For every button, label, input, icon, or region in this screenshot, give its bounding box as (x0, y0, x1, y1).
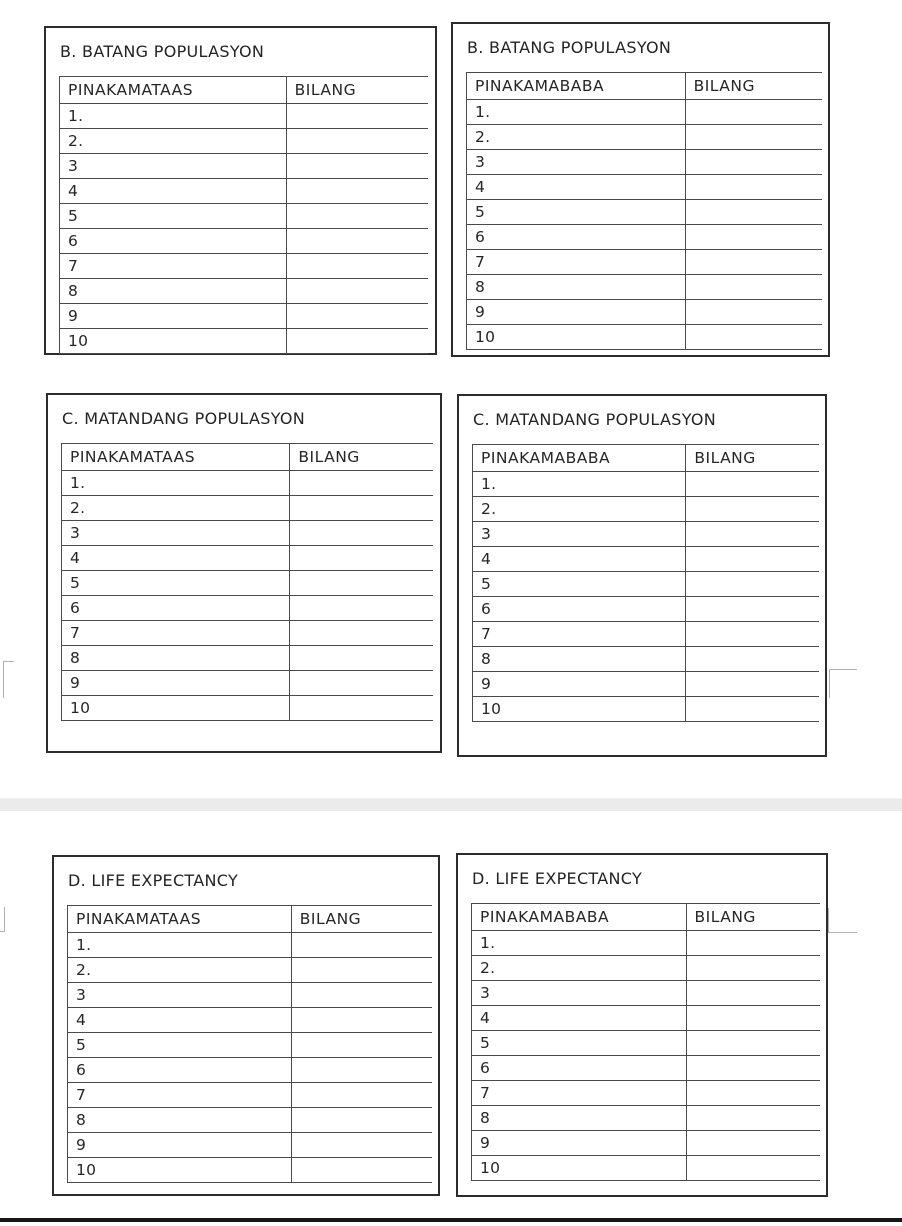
bilang-value-cell (290, 646, 433, 671)
bilang-value-cell (685, 225, 822, 250)
header-row (60, 77, 429, 104)
header-row (62, 444, 434, 471)
rank-number-cell: 4 (473, 547, 686, 572)
panel-matandang-pinakamataas (46, 393, 442, 753)
rank-number-cell: 1. (62, 471, 290, 496)
table-row (473, 572, 819, 597)
table-row (467, 200, 822, 225)
rank-number-cell: 4 (467, 175, 686, 200)
bilang-value-cell (290, 546, 433, 571)
table-row (473, 497, 819, 522)
table-row (472, 1081, 820, 1106)
bilang-value-cell (685, 250, 822, 275)
rank-column-header: PINAKAMABABA (472, 904, 687, 931)
bilang-value-cell (290, 521, 433, 546)
bilang-value-cell (291, 1133, 431, 1158)
rank-number-cell: 2. (467, 125, 686, 150)
table-row (62, 696, 434, 721)
table-row (472, 1056, 820, 1081)
panel-life-expectancy-pinakamataas (52, 855, 440, 1196)
bilang-value-cell (685, 175, 822, 200)
table-row (473, 622, 819, 647)
header-row (68, 906, 432, 933)
rank-number-cell: 1. (60, 104, 287, 129)
rank-column-header: PINAKAMATAAS (60, 77, 287, 104)
bilang-value-cell (291, 983, 431, 1008)
bilang-value-cell (286, 104, 428, 129)
bilang-value-cell (686, 697, 819, 722)
table-row (473, 597, 819, 622)
bilang-column-header: BILANG (686, 904, 820, 931)
bilang-value-cell (286, 179, 428, 204)
rank-number-cell: 5 (60, 204, 287, 229)
bilang-value-cell (286, 204, 428, 229)
table-row (60, 104, 429, 129)
bilang-value-cell (685, 275, 822, 300)
rank-number-cell: 5 (467, 200, 686, 225)
rank-number-cell: 3 (60, 154, 287, 179)
table-row (472, 981, 820, 1006)
rank-number-cell: 3 (68, 983, 292, 1008)
table-row (467, 100, 822, 125)
text-boundary-mark-right-lower (828, 908, 857, 933)
table-row (467, 250, 822, 275)
bilang-value-cell (686, 1006, 820, 1031)
bilang-value-cell (686, 647, 819, 672)
bilang-value-cell (686, 1031, 820, 1056)
rank-column-header: PINAKAMABABA (473, 445, 686, 472)
ranking-table (61, 443, 433, 721)
rank-number-cell: 2. (473, 497, 686, 522)
rank-number-cell: 7 (60, 254, 287, 279)
rank-number-cell: 7 (467, 250, 686, 275)
bilang-value-cell (291, 1083, 431, 1108)
table-row (467, 325, 822, 350)
rank-number-cell: 10 (472, 1156, 687, 1181)
header-row (472, 904, 820, 931)
table-row (60, 129, 429, 154)
rank-number-cell: 2. (68, 958, 292, 983)
table-row (467, 300, 822, 325)
bilang-value-cell (286, 254, 428, 279)
bilang-value-cell (286, 279, 428, 304)
table-row (62, 646, 434, 671)
bilang-value-cell (685, 300, 822, 325)
table-row (68, 1083, 432, 1108)
bilang-value-cell (290, 671, 433, 696)
panel-title: C. MATANDANG POPULASYON (62, 409, 306, 428)
bilang-value-cell (290, 496, 433, 521)
table-row (60, 179, 429, 204)
table-row (473, 697, 819, 722)
rank-column-header: PINAKAMATAAS (62, 444, 290, 471)
bilang-value-cell (290, 621, 433, 646)
bilang-value-cell (685, 200, 822, 225)
table-row (60, 329, 429, 354)
panel-title: D. LIFE EXPECTANCY (68, 871, 239, 890)
bilang-value-cell (686, 622, 819, 647)
panel-title: B. BATANG POPULASYON (467, 38, 672, 57)
table-row (473, 522, 819, 547)
bilang-value-cell (291, 1158, 431, 1183)
table-row (62, 571, 434, 596)
rank-number-cell: 2. (62, 496, 290, 521)
table-row (62, 671, 434, 696)
rank-number-cell: 4 (68, 1008, 292, 1033)
bilang-column-header: BILANG (686, 445, 819, 472)
bilang-column-header: BILANG (286, 77, 428, 104)
rank-number-cell: 6 (473, 597, 686, 622)
bilang-value-cell (686, 572, 819, 597)
rank-number-cell: 10 (60, 329, 287, 354)
rank-number-cell: 4 (60, 179, 287, 204)
rank-number-cell: 6 (62, 596, 290, 621)
table-row (473, 647, 819, 672)
panel-batang-pinakamababa (451, 22, 830, 357)
bilang-value-cell (290, 596, 433, 621)
rank-number-cell: 8 (62, 646, 290, 671)
rank-number-cell: 4 (62, 546, 290, 571)
rank-number-cell: 6 (472, 1056, 687, 1081)
panel-title: B. BATANG POPULASYON (60, 42, 265, 61)
bilang-value-cell (291, 1033, 431, 1058)
bilang-value-cell (686, 522, 819, 547)
table-row (60, 279, 429, 304)
panel-title: D. LIFE EXPECTANCY (472, 869, 643, 888)
rank-number-cell: 3 (467, 150, 686, 175)
bilang-value-cell (286, 229, 428, 254)
bilang-column-header: BILANG (291, 906, 431, 933)
table-row (472, 1131, 820, 1156)
bilang-value-cell (290, 471, 433, 496)
table-row (60, 204, 429, 229)
rank-number-cell: 1. (467, 100, 686, 125)
bilang-value-cell (291, 1008, 431, 1033)
bilang-value-cell (686, 1156, 820, 1181)
table-row (62, 546, 434, 571)
rank-number-cell: 1. (68, 933, 292, 958)
rank-number-cell: 1. (473, 472, 686, 497)
rank-number-cell: 10 (68, 1158, 292, 1183)
rank-number-cell: 8 (467, 275, 686, 300)
bilang-value-cell (291, 1108, 431, 1133)
rank-number-cell: 9 (472, 1131, 687, 1156)
table-row (60, 229, 429, 254)
bilang-value-cell (686, 1056, 820, 1081)
table-row (68, 983, 432, 1008)
bilang-column-header: BILANG (290, 444, 433, 471)
bilang-value-cell (685, 125, 822, 150)
panel-life-expectancy-pinakamababa (456, 853, 828, 1197)
panel-title: C. MATANDANG POPULASYON (473, 410, 717, 429)
bilang-value-cell (686, 472, 819, 497)
text-boundary-mark-right-upper (829, 669, 857, 698)
rank-column-header: PINAKAMABABA (467, 73, 686, 100)
rank-number-cell: 7 (473, 622, 686, 647)
table-row (60, 304, 429, 329)
rank-number-cell: 3 (62, 521, 290, 546)
text-boundary-mark-left-upper (3, 661, 14, 698)
bilang-value-cell (286, 154, 428, 179)
rank-number-cell: 5 (473, 572, 686, 597)
bilang-value-cell (290, 571, 433, 596)
rank-number-cell: 9 (467, 300, 686, 325)
bilang-value-cell (686, 1081, 820, 1106)
text-boundary-mark-left-lower (0, 907, 5, 932)
rank-number-cell: 7 (62, 621, 290, 646)
table-row (68, 1058, 432, 1083)
bilang-value-cell (686, 672, 819, 697)
rank-number-cell: 2. (472, 956, 687, 981)
table-row (472, 1031, 820, 1056)
table-row (467, 175, 822, 200)
table-row (60, 254, 429, 279)
bilang-value-cell (290, 696, 433, 721)
bilang-value-cell (686, 597, 819, 622)
table-row (68, 1008, 432, 1033)
rank-number-cell: 10 (473, 697, 686, 722)
rank-number-cell: 2. (60, 129, 287, 154)
table-row (68, 1133, 432, 1158)
table-row (467, 225, 822, 250)
bilang-value-cell (686, 956, 820, 981)
bilang-value-cell (685, 100, 822, 125)
bilang-value-cell (686, 497, 819, 522)
bilang-value-cell (686, 547, 819, 572)
panel-matandang-pinakamababa (457, 394, 827, 757)
table-row (467, 125, 822, 150)
table-row (473, 672, 819, 697)
panel-batang-pinakamataas (44, 26, 437, 355)
ranking-table (471, 903, 820, 1181)
bilang-value-cell (291, 1058, 431, 1083)
table-row (473, 547, 819, 572)
bilang-value-cell (685, 150, 822, 175)
rank-number-cell: 6 (68, 1058, 292, 1083)
bilang-value-cell (686, 981, 820, 1006)
header-row (473, 445, 819, 472)
bilang-value-cell (685, 325, 822, 350)
rank-number-cell: 8 (68, 1108, 292, 1133)
table-row (68, 933, 432, 958)
rank-number-cell: 3 (473, 522, 686, 547)
rank-number-cell: 5 (68, 1033, 292, 1058)
table-row (62, 471, 434, 496)
rank-number-cell: 1. (472, 931, 687, 956)
rank-number-cell: 5 (62, 571, 290, 596)
table-row (68, 1158, 432, 1183)
rank-number-cell: 6 (60, 229, 287, 254)
rank-number-cell: 5 (472, 1031, 687, 1056)
header-row (467, 73, 822, 100)
rank-number-cell: 9 (473, 672, 686, 697)
rank-number-cell: 6 (467, 225, 686, 250)
rank-column-header: PINAKAMATAAS (68, 906, 292, 933)
ranking-table (466, 72, 822, 350)
rank-number-cell: 10 (62, 696, 290, 721)
bilang-value-cell (291, 958, 431, 983)
rank-number-cell: 7 (472, 1081, 687, 1106)
table-row (472, 1006, 820, 1031)
rank-number-cell: 9 (68, 1133, 292, 1158)
table-row (60, 154, 429, 179)
rank-number-cell: 8 (473, 647, 686, 672)
rank-number-cell: 8 (472, 1106, 687, 1131)
bilang-value-cell (686, 931, 820, 956)
table-row (68, 1033, 432, 1058)
bilang-value-cell (291, 933, 431, 958)
rank-number-cell: 9 (62, 671, 290, 696)
table-row (68, 958, 432, 983)
table-row (467, 150, 822, 175)
ranking-table (59, 76, 428, 354)
rank-number-cell: 10 (467, 325, 686, 350)
table-row (68, 1108, 432, 1133)
bilang-column-header: BILANG (685, 73, 822, 100)
table-row (472, 1106, 820, 1131)
bilang-value-cell (286, 329, 428, 354)
table-row (62, 621, 434, 646)
bilang-value-cell (686, 1106, 820, 1131)
table-row (472, 931, 820, 956)
table-row (62, 596, 434, 621)
bottom-page-rule (0, 1218, 902, 1222)
ranking-table (472, 444, 819, 722)
page-break-band (0, 798, 902, 811)
rank-number-cell: 4 (472, 1006, 687, 1031)
bilang-value-cell (286, 129, 428, 154)
bilang-value-cell (686, 1131, 820, 1156)
rank-number-cell: 8 (60, 279, 287, 304)
rank-number-cell: 9 (60, 304, 287, 329)
table-row (62, 521, 434, 546)
bilang-value-cell (286, 304, 428, 329)
table-row (467, 275, 822, 300)
ranking-table (67, 905, 432, 1183)
table-row (473, 472, 819, 497)
table-row (472, 956, 820, 981)
table-row (62, 496, 434, 521)
table-row (472, 1156, 820, 1181)
rank-number-cell: 3 (472, 981, 687, 1006)
rank-number-cell: 7 (68, 1083, 292, 1108)
